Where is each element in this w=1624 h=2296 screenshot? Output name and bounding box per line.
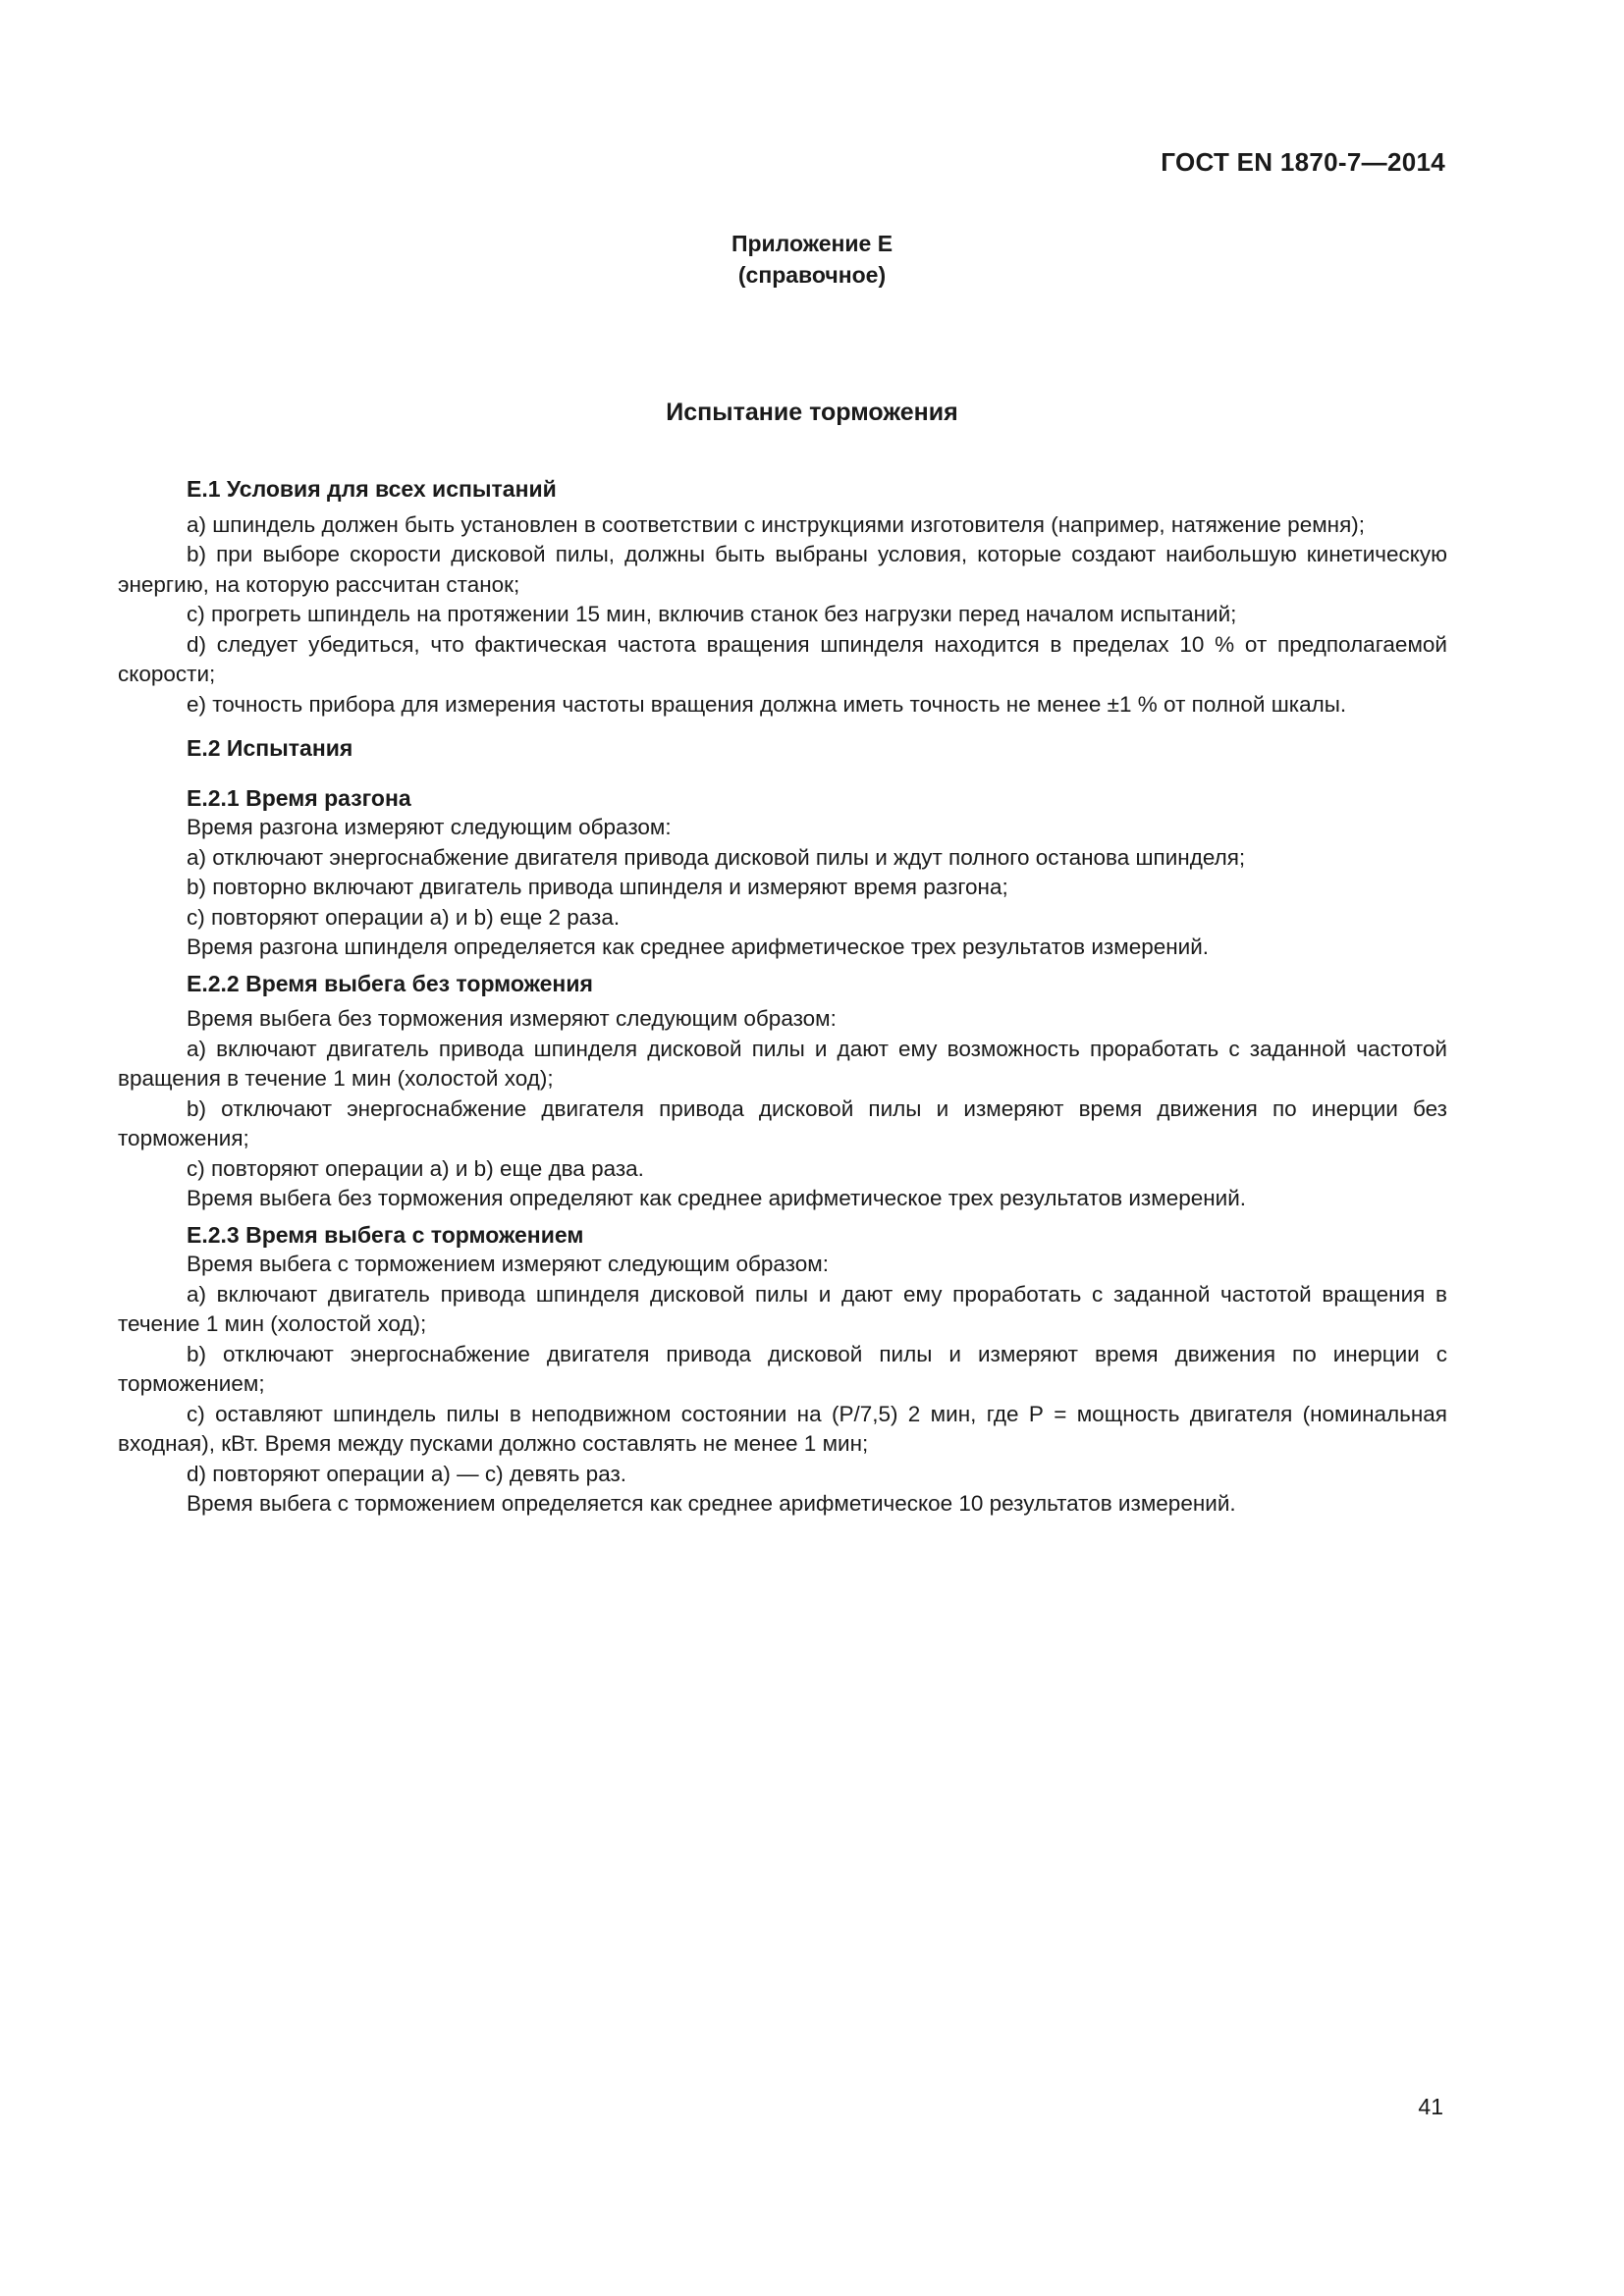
appendix-header (0, 228, 1624, 291)
paragraph-e1-d: d) следует убедиться, что фактическая частота вращения шпинделя находится в пределах 10 % от предполагаемой скорости; (118, 631, 1447, 686)
document-code: ГОСТ EN 1870-7—2014 (1161, 147, 1445, 177)
paragraph-e22-conclusion: Время выбега без торможения определяют как среднее арифметическое трех результатов измерений. (187, 1186, 1247, 1210)
paragraph-e22-intro: Время выбега без торможения измеряют следующим образом: (187, 1006, 837, 1031)
paragraph-e23-intro: Время выбега с торможением измеряют следующим образом: (187, 1252, 829, 1276)
paragraph-e1-a: а) шпиндель должен быть установлен в соответствии с инструкциями изготовителя (например, натяжение ремня); (187, 511, 1366, 537)
paragraph-e21-a: а) отключают энергоснабжение двигателя привода дисковой пилы и ждут полного останова шпинделя; (187, 844, 1246, 870)
appendix-label: Приложение Е (731, 231, 893, 256)
paragraph-e23-b: b) отключают энергоснабжение двигателя привода дисковой пилы и измеряют время движения по инерции с торможением; (118, 1341, 1447, 1396)
section-heading-e21: Е.2.1 Время разгона (187, 784, 411, 811)
paragraph-e1-c: c) прогреть шпиндель на протяжении 15 мин, включив станок без нагрузки перед началом испытаний; (187, 602, 1237, 626)
paragraph-e22-b: b) отключают энергоснабжение двигателя привода дисковой пилы и измеряют время движения по инерции без торможения; (118, 1095, 1447, 1150)
section-heading-e2: Е.2 Испытания (187, 735, 353, 761)
paragraph-e21-c: c) повторяют операции а) и b) еще 2 раза. (187, 904, 621, 930)
paragraph-e23-c: c) оставляют шпиндель пилы в неподвижном состоянии на (P/7,5) 2 мин, где Р = мощность двигателя (номинальная входная), кВт. Время между пусками должно составлять не менее 1 мин; (118, 1401, 1447, 1456)
paragraph-e22-a: а) включают двигатель привода шпинделя дисковой пилы и дают ему возможность проработать с заданной частотой вращения в течение 1 мин (холостой ход); (118, 1036, 1447, 1091)
paragraph-e21-intro: Время разгона измеряют следующим образом: (187, 815, 672, 839)
section-heading-e23: Е.2.3 Время выбега с торможением (187, 1221, 584, 1248)
paragraph-e1-e: е) точность прибора для измерения частоты вращения должна иметь точность не менее ±1 % от полной шкалы. (187, 691, 1347, 717)
paragraph-e23-a: а) включают двигатель привода шпинделя дисковой пилы и дают ему проработать с заданной частотой вращения в течение 1 мин (холостой ход); (118, 1281, 1447, 1336)
appendix-title: Испытание торможения (666, 399, 958, 426)
paragraph-e22-c: c) повторяют операции а) и b) еще два раза. (187, 1155, 644, 1181)
paragraph-e21-b: b) повторно включают двигатель привода шпинделя и измеряют время разгона; (187, 875, 1008, 899)
document-body (118, 474, 1447, 1520)
section-heading-e1: Е.1 Условия для всех испытаний (187, 476, 557, 502)
paragraph-e23-d: d) повторяют операции а) — с) девять раз. (187, 1461, 627, 1486)
section-heading-e22: Е.2.2 Время выбега без торможения (187, 970, 593, 996)
paragraph-e21-conclusion: Время разгона шпинделя определяется как среднее арифметическое трех результатов измерений. (187, 934, 1210, 959)
paragraph-e23-conclusion: Время выбега с торможением определяется как среднее арифметическое 10 результатов измерений. (187, 1491, 1236, 1516)
appendix-type: (справочное) (737, 262, 887, 288)
page-number: 41 (1418, 2094, 1443, 2119)
paragraph-e1-b: b) при выборе скорости дисковой пилы, должны быть выбраны условия, которые создают наибольшую кинетическую энергию, на которую рассчитан станок; (118, 542, 1447, 597)
